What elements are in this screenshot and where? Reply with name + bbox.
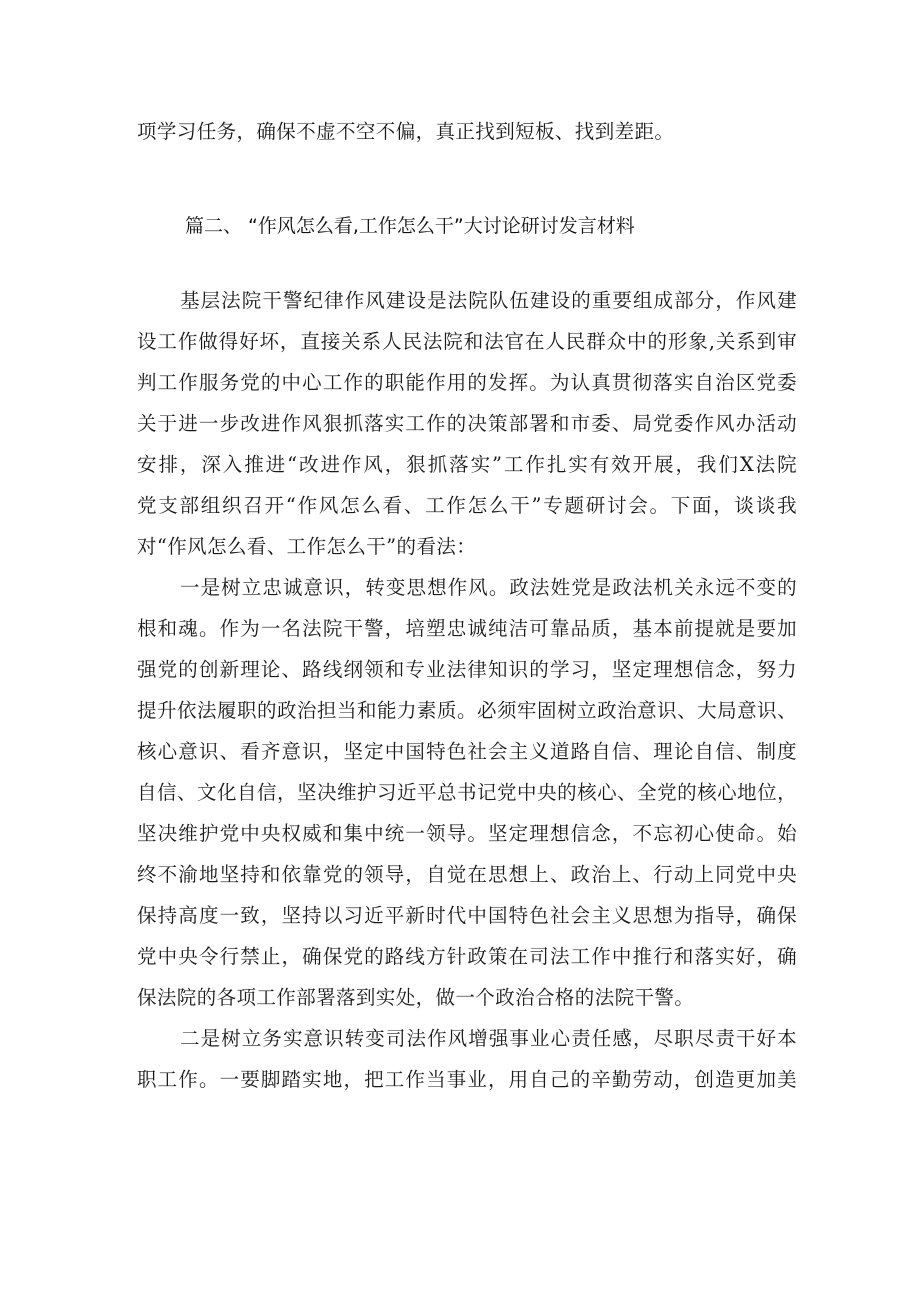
paragraph-line: 职工作。一要脚踏实地，把工作当事业，用自己的辛勤劳动，创造更加美	[137, 1068, 797, 1091]
paragraph-line: 保法院的各项工作部署落到实处，做一个政治合格的法院干警。	[137, 986, 695, 1009]
paragraph-line: 党中央令行禁止，确保党的路线方针政策在司法工作中推行和落实好，确	[137, 945, 797, 968]
paragraph-line: 一是树立忠诚意识，转变思想作风。政法姓党是政法机关永远不变的	[180, 576, 797, 599]
paragraph-line: 核心意识、看齐意识，坚定中国特色社会主义道路自信、理论自信、制度	[137, 740, 797, 763]
section-heading: 篇二、 “作风怎么看,工作怎么干”大讨论研讨发言材料	[185, 215, 635, 237]
paragraph-line: 安排，深入推进“改进作风，狠抓落实”工作扎实有效开展，我们X法院	[137, 453, 797, 476]
paragraph-line: 二是树立务实意识转变司法作风增强事业心责任感，尽职尽责干好本	[180, 1027, 797, 1050]
paragraph-line: 保持高度一致，坚持以习近平新时代中国特色社会主义思想为指导，确保	[137, 904, 797, 927]
paragraph-line: 根和魂。作为一名法院干警，培塑忠诚纯洁可靠品质，基本前提就是要加	[137, 617, 797, 640]
paragraph-line: 党支部组织召开“作风怎么看、工作怎么干”专题研讨会。下面，谈谈我	[137, 494, 797, 517]
paragraph-line: 基层法院干警纪律作风建设是法院队伍建设的重要组成部分，作风建	[180, 289, 797, 312]
paragraph-line: 判工作服务党的中心工作的职能作用的发挥。为认真贯彻落实自治区党委	[137, 371, 797, 394]
lead-line: 项学习任务，确保不虚不空不偏，真正找到短板、找到差距。	[137, 120, 675, 143]
paragraph-line: 设工作做得好坏，直接关系人民法院和法官在人民群众中的形象,关系到审	[137, 330, 797, 353]
paragraph-line: 提升依法履职的政治担当和能力素质。必须牢固树立政治意识、大局意识、	[137, 699, 797, 722]
paragraph-line: 关于进一步改进作风狠抓落实工作的决策部署和市委、局党委作风办活动	[137, 412, 797, 435]
paragraph-line: 强党的创新理论、路线纲领和专业法律知识的学习，坚定理想信念，努力	[137, 658, 797, 681]
paragraph-line: 对“作风怎么看、工作怎么干”的看法：	[137, 535, 477, 558]
paragraph-line: 坚决维护党中央权威和集中统一领导。坚定理想信念，不忘初心使命。始	[137, 822, 797, 845]
paragraph-line: 终不渝地坚持和依靠党的领导，自觉在思想上、政治上、行动上同党中央	[137, 863, 797, 886]
paragraph-line: 自信、文化自信，坚决维护习近平总书记党中央的核心、全党的核心地位，	[137, 781, 797, 804]
